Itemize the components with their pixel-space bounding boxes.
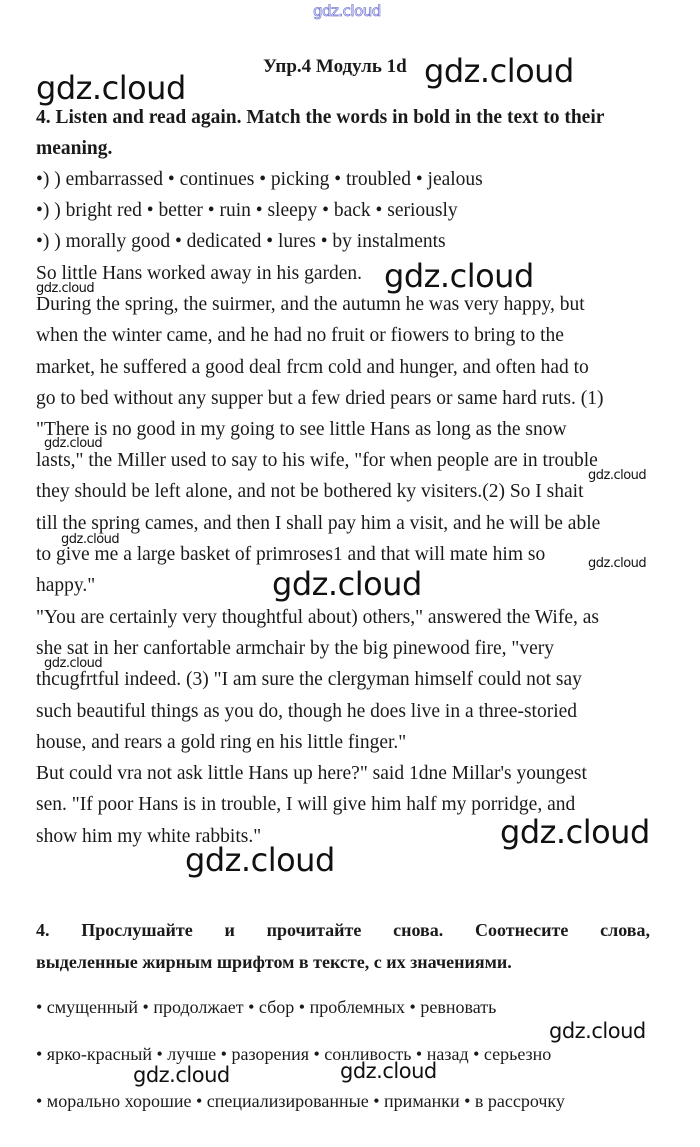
- text-line: market, he suffered a good deal frcm cold and hunger, and often had to: [36, 357, 589, 378]
- text-line: So little Hans worked away in his garden.: [36, 263, 363, 284]
- text-line: such beautiful things as you do, though he does live in a three-storied: [36, 701, 578, 722]
- text-line: lasts," the Miller used to say to his wife, "for when people are in trouble: [36, 450, 598, 471]
- text-line: she sat in her canfortable armchair by the big pinewood fire, "very: [36, 638, 555, 659]
- watermark: gdz.cloud: [36, 281, 95, 296]
- watermark: gdz.cloud: [36, 69, 186, 107]
- text-line: till the spring cames, and then I shall pay him a visit, and he will be able: [36, 513, 601, 534]
- page-title: Упр.4 Модуль 1d: [263, 56, 407, 77]
- text-line: thcugfrtful indeed. (3) "I am sure the clergyman himself could not say: [36, 669, 582, 690]
- translation-options-line-2: • ярко-красный • лучше • разорения • сонливость • назад • серьезно: [36, 1044, 552, 1064]
- watermark: gdz.cloud: [424, 52, 574, 90]
- word-options-line-1: •) ) embarrassed • continues • picking • troubled • jealous: [36, 169, 483, 190]
- watermark: gdz.cloud: [185, 841, 335, 879]
- text-line: But could vra not ask little Hans up here?" said 1dne Millar's youngest: [36, 763, 587, 784]
- translation-heading-line-1: 4. Прослушайте и прочитайте снова. Соотнесите слова,: [36, 920, 650, 940]
- task-heading-line-1: 4. Listen and read again. Match the words in bold in the text to their: [36, 107, 605, 128]
- watermark: gdz.cloud: [272, 565, 422, 603]
- text-line: happy.": [36, 575, 96, 596]
- task-heading-line-2: meaning.: [36, 138, 113, 159]
- watermark: gdz.cloud: [340, 1059, 437, 1083]
- watermark: gdz.cloud: [500, 813, 650, 851]
- translation-options-line-1: • смущенный • продолжает • сбор • проблемных • ревновать: [36, 997, 497, 1017]
- text-line: "There is no good in my going to see little Hans as long as the snow: [36, 419, 567, 440]
- text-line: go to bed without any supper but a few dried pears or same hard ruts. (1): [36, 388, 604, 409]
- watermark: gdz.cloud: [44, 436, 103, 451]
- text-line: During the spring, the suirmer, and the autumn he was very happy, but: [36, 294, 585, 315]
- watermark: gdz.cloud: [588, 468, 647, 483]
- text-line: to give me a large basket of primroses1 and that will mate him so: [36, 544, 546, 565]
- translation-options-line-3: • морально хорошие • специализированные • приманки • в рассрочку: [36, 1091, 565, 1111]
- watermark: gdz.cloud: [384, 257, 534, 295]
- watermark: gdz.cloud: [588, 556, 647, 571]
- translation-heading-line-2: выделенные жирным шрифтом в тексте, с их значениями.: [36, 952, 512, 972]
- watermark: gdz.cloud: [61, 532, 120, 547]
- word-options-line-3: •) ) morally good • dedicated • lures • by instalments: [36, 231, 446, 252]
- text-line: "You are certainly very thoughtful about) others," answered the Wife, as: [36, 607, 599, 628]
- watermark: gdz.cloud: [549, 1019, 646, 1043]
- watermark: gdz.cloud: [133, 1063, 230, 1087]
- watermark: gdz.cloud: [44, 656, 103, 671]
- text-line: when the winter came, and he had no fruit or fiowers to bring to the: [36, 325, 564, 346]
- watermark-top: gdz.cloud: [313, 2, 381, 20]
- word-options-line-2: •) ) bright red • better • ruin • sleepy • back • seriously: [36, 200, 458, 221]
- text-line: sen. "If poor Hans is in trouble, I will give him half my porridge, and: [36, 794, 576, 815]
- text-line: house, and rears a gold ring en his little finger.": [36, 732, 407, 753]
- text-line: show him my white rabbits.": [36, 826, 262, 847]
- text-line: they should be left alone, and not be bothered ky visiters.(2) So I shait: [36, 481, 584, 502]
